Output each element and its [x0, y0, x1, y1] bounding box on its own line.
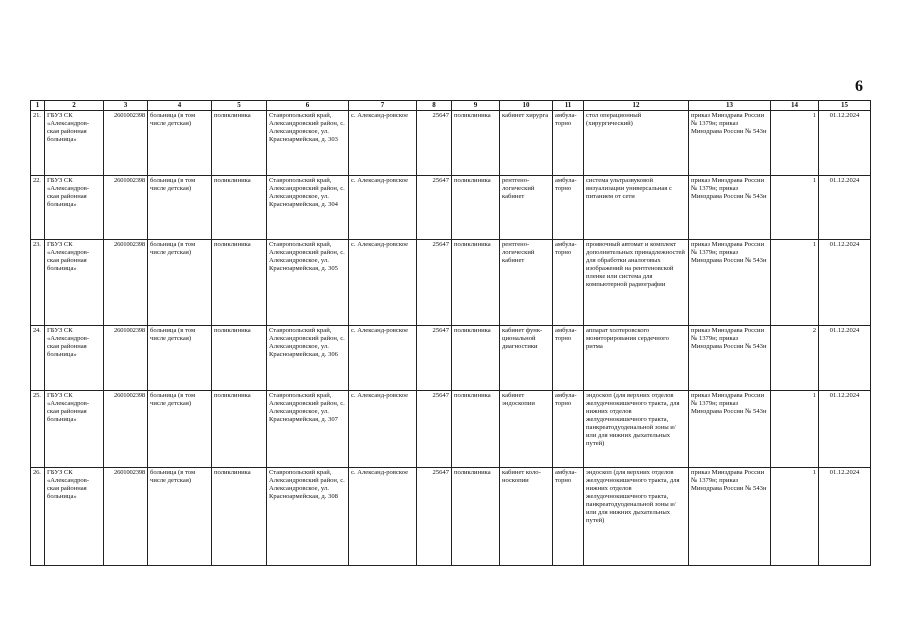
equipment: стол операционный (хирургический) — [584, 110, 689, 175]
settlement: с. Александ-ровское — [349, 325, 417, 390]
column-14-value — [771, 110, 819, 175]
qty-date-cell — [819, 239, 871, 325]
care-form: амбула-торно — [553, 175, 584, 239]
equipment: аппарат холтеровского мониторирования сердечного ритма — [584, 325, 689, 390]
column-number: 2 — [45, 101, 104, 111]
organization-name: ГБУЗ СК «Александров-ская районная больница» — [45, 325, 104, 390]
quantity-value: 1 — [812, 176, 816, 184]
inn-code: 2601002398 — [104, 175, 148, 239]
cabinet: кабинет хирурга — [500, 110, 553, 175]
unit-name: поликлиника — [212, 239, 267, 325]
qty-date-cell — [819, 467, 871, 565]
column-number: 11 — [553, 101, 584, 111]
unit-name: поликлиника — [212, 175, 267, 239]
column-number: 8 — [417, 101, 452, 111]
settlement-code: 25647 — [417, 390, 452, 467]
care-form: амбула-торно — [553, 325, 584, 390]
column-number: 7 — [349, 101, 417, 111]
column-14-value — [771, 175, 819, 239]
row-number: 23. — [31, 239, 45, 325]
table-row — [31, 467, 871, 565]
equipment: проявочный автомат и комплект дополнительных принадлежностей для обработки аналоговых изображений на рентгеновской пленке или система для компьютерной радиографии — [584, 239, 689, 325]
equipment: эндоскоп (для верхних отделов желудочнокишечного тракта, для нижних отделов желудочнокишечного тракта, панкреатодуоденальной зоны и/или для нижних дыхательных путей) — [584, 390, 689, 467]
care-form: амбула-торно — [553, 467, 584, 565]
date: 01.12.2024 — [829, 176, 860, 184]
quantity-value: 1 — [812, 391, 816, 399]
quantity-value: 2 — [812, 326, 816, 334]
address: Ставропольский край, Александровский район, с. Александровское, ул. Красноармейская, д. 306 — [267, 325, 349, 390]
address: Ставропольский край, Александровский район, с. Александровское, ул. Красноармейская, д. 303 — [267, 110, 349, 175]
row-number: 21. — [31, 110, 45, 175]
organization-name: ГБУЗ СК «Александров-ская районная больница» — [45, 467, 104, 565]
qty-date-cell — [819, 325, 871, 390]
table-row — [31, 239, 871, 325]
row-number: 26. — [31, 467, 45, 565]
facility-type: больница (в том числе детская) — [148, 390, 212, 467]
table-row — [31, 390, 871, 467]
qty-date-cell — [819, 390, 871, 467]
division: поликлиника — [452, 325, 500, 390]
column-number: 3 — [104, 101, 148, 111]
equipment: эндоскоп (для верхних отделов желудочнокишечного тракта, для нижних отделов желудочнокишечного тракта, панкреатодуоденальной зоны и/или для нижних дыхательных путей) — [584, 467, 689, 565]
division: поликлиника — [452, 110, 500, 175]
inn-code: 2601002398 — [104, 239, 148, 325]
care-form: амбула-торно — [553, 110, 584, 175]
date: 01.12.2024 — [829, 240, 860, 248]
column-number: 1 — [31, 101, 45, 111]
legal-basis: приказ Минздрава России № 1379н; приказ Минздрава России № 543н — [689, 175, 771, 239]
table-row — [31, 325, 871, 390]
legal-basis: приказ Минздрава России № 1379н; приказ Минздрава России № 543н — [689, 325, 771, 390]
cabinet: рентгено-логический кабинет — [500, 239, 553, 325]
division: поликлиника — [452, 390, 500, 467]
legal-basis: приказ Минздрава России № 1379н; приказ Минздрава России № 543н — [689, 390, 771, 467]
facility-type: больница (в том числе детская) — [148, 175, 212, 239]
unit-name: поликлиника — [212, 325, 267, 390]
division: поликлиника — [452, 467, 500, 565]
settlement-code: 25647 — [417, 467, 452, 565]
page-number: 6 — [855, 78, 863, 95]
row-number: 24. — [31, 325, 45, 390]
cabinet: кабинет функ-циональной диагностики — [500, 325, 553, 390]
address: Ставропольский край, Александровский район, с. Александровское, ул. Красноармейская, д. 305 — [267, 239, 349, 325]
settlement-code: 25647 — [417, 175, 452, 239]
settlement: с. Александ-ровское — [349, 390, 417, 467]
qty-date-cell — [819, 110, 871, 175]
column-number: 12 — [584, 101, 689, 111]
cabinet: кабинет эндоскопии — [500, 390, 553, 467]
register-table — [30, 100, 871, 566]
qty-date-cell — [819, 175, 871, 239]
cabinet: кабинет коло-носкопии — [500, 467, 553, 565]
inn-code: 2601002398 — [104, 325, 148, 390]
inn-code: 2601002398 — [104, 467, 148, 565]
column-14-value — [771, 239, 819, 325]
quantity-value: 1 — [812, 111, 816, 119]
row-number: 25. — [31, 390, 45, 467]
division: поликлиника — [452, 175, 500, 239]
column-number: 4 — [148, 101, 212, 111]
table-row — [31, 175, 871, 239]
unit-name: поликлиника — [212, 390, 267, 467]
unit-name: поликлиника — [212, 110, 267, 175]
column-number: 10 — [500, 101, 553, 111]
column-number: 14 — [771, 101, 819, 111]
column-14-value — [771, 467, 819, 565]
column-number: 15 — [819, 101, 871, 111]
column-number: 13 — [689, 101, 771, 111]
address: Ставропольский край, Александровский район, с. Александровское, ул. Красноармейская, д. 307 — [267, 390, 349, 467]
date: 01.12.2024 — [829, 468, 860, 476]
date: 01.12.2024 — [829, 391, 860, 399]
column-number: 9 — [452, 101, 500, 111]
quantity-value: 1 — [812, 240, 816, 248]
address: Ставропольский край, Александровский район, с. Александровское, ул. Красноармейская, д. 304 — [267, 175, 349, 239]
facility-type: больница (в том числе детская) — [148, 110, 212, 175]
organization-name: ГБУЗ СК «Александров-ская районная больница» — [45, 175, 104, 239]
facility-type: больница (в том числе детская) — [148, 467, 212, 565]
legal-basis: приказ Минздрава России № 1379н; приказ Минздрава России № 543н — [689, 239, 771, 325]
organization-name: ГБУЗ СК «Александров-ская районная больница» — [45, 239, 104, 325]
organization-name: ГБУЗ СК «Александров-ская районная больница» — [45, 110, 104, 175]
date: 01.12.2024 — [829, 326, 860, 334]
legal-basis: приказ Минздрава России № 1379н; приказ Минздрава России № 543н — [689, 467, 771, 565]
settlement: с. Александ-ровское — [349, 110, 417, 175]
cabinet: рентгено-логический кабинет — [500, 175, 553, 239]
column-14-value — [771, 390, 819, 467]
settlement: с. Александ-ровское — [349, 239, 417, 325]
column-14-value — [771, 325, 819, 390]
quantity-value: 1 — [812, 468, 816, 476]
settlement-code: 25647 — [417, 239, 452, 325]
unit-name: поликлиника — [212, 467, 267, 565]
date: 01.12.2024 — [829, 111, 860, 119]
inn-code: 2601002398 — [104, 390, 148, 467]
equipment: система ультразвуковой визуализации универсальная с питанием от сети — [584, 175, 689, 239]
column-number: 6 — [267, 101, 349, 111]
facility-type: больница (в том числе детская) — [148, 325, 212, 390]
column-number-row — [31, 101, 871, 111]
inn-code: 2601002398 — [104, 110, 148, 175]
table-row — [31, 110, 871, 175]
address: Ставропольский край, Александровский район, с. Александровское, ул. Красноармейская, д. 308 — [267, 467, 349, 565]
care-form: амбула-торно — [553, 239, 584, 325]
settlement-code: 25647 — [417, 110, 452, 175]
legal-basis: приказ Минздрава России № 1379н; приказ Минздрава России № 543н — [689, 110, 771, 175]
division: поликлиника — [452, 239, 500, 325]
settlement: с. Александ-ровское — [349, 175, 417, 239]
row-number: 22. — [31, 175, 45, 239]
care-form: амбула-торно — [553, 390, 584, 467]
column-number: 5 — [212, 101, 267, 111]
settlement: с. Александ-ровское — [349, 467, 417, 565]
organization-name: ГБУЗ СК «Александров-ская районная больница» — [45, 390, 104, 467]
settlement-code: 25647 — [417, 325, 452, 390]
facility-type: больница (в том числе детская) — [148, 239, 212, 325]
